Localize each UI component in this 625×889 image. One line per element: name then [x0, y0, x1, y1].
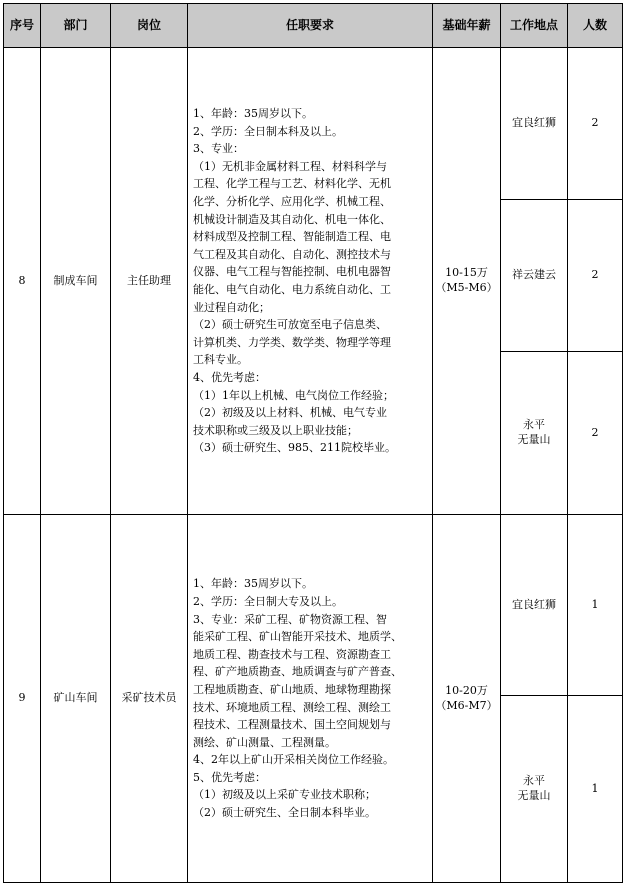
requirement-line: 气工程及其自动化、自动化、测控技术与 — [193, 247, 391, 261]
cell-location — [501, 515, 568, 696]
requirement-line: 程、矿产地质勘查、地质调查与矿产普查、 — [193, 665, 402, 679]
requirement-line: （1）初级及以上采矿专业技术职称； — [193, 788, 376, 802]
salary-line: 10-15万 — [445, 266, 488, 280]
requirement-line: 测绘、矿山测量、工程测量。 — [193, 735, 336, 749]
table-row — [4, 515, 623, 696]
requirement-line: （3）硕士研究生、985、211院校毕业。 — [193, 441, 396, 455]
requirement-line: 5、优先考虑： — [193, 770, 266, 784]
requirement-line: 4、2年以上矿山开采相关岗位工作经验。 — [193, 753, 394, 767]
cell-count: 2 — [568, 200, 623, 352]
requirement-line: （1）无机非金属材料工程、材料科学与 — [193, 159, 387, 173]
requirement-line: 业过程自动化； — [193, 300, 270, 314]
table-row — [4, 48, 623, 200]
requirement-line: （2）硕士研究生可放宽至电子信息类、 — [193, 318, 387, 332]
header-location: 工作地点 — [501, 4, 568, 48]
cell-dept: 矿山车间 — [41, 515, 111, 883]
requirement-line: 工程地质勘查、矿山地质、地球物理勘探 — [193, 682, 391, 696]
requirement-line: 机械设计制造及其自动化、机电一体化、 — [193, 212, 391, 226]
requirement-line: 技术、环境地质工程、测绘工程、测绘工 — [193, 700, 391, 714]
header-row — [4, 4, 623, 48]
cell-location — [501, 200, 568, 352]
cell-location — [501, 352, 568, 515]
location-line: 无量山 — [517, 789, 551, 802]
cell-post: 主任助理 — [111, 48, 188, 515]
header-dept: 部门 — [41, 4, 111, 48]
location-line: 永平 — [523, 774, 545, 788]
header-count: 人数 — [568, 4, 623, 48]
header-salary: 基础年薪 — [433, 4, 501, 48]
requirement-line: 1、年龄：35周岁以下。 — [193, 577, 313, 591]
cell-seq: 9 — [4, 515, 41, 883]
requirement-line: 技术职称或三级及以上职业技能； — [193, 423, 358, 437]
location-line: 永平 — [523, 418, 545, 432]
cell-count: 1 — [568, 696, 623, 883]
header-post: 岗位 — [111, 4, 188, 48]
recruitment-table — [3, 3, 623, 883]
requirement-line: 2、学历：全日制大专及以上。 — [193, 594, 343, 608]
requirement-line: 仪器、电气工程与智能控制、电机电器智 — [193, 265, 391, 279]
salary-line: （M6-M7） — [435, 698, 498, 712]
requirement-line: 1、年龄：35周岁以下。 — [193, 107, 313, 121]
requirement-line: 能化、电气自动化、电力系统自动化、工 — [193, 283, 391, 296]
requirement-line: 工程、化学工程与工艺、材料化学、无机 — [193, 177, 391, 191]
requirement-line: （2）初级及以上材料、机械、电气专业 — [193, 406, 387, 420]
cell-count: 2 — [568, 48, 623, 200]
requirement-line: 4、优先考虑： — [193, 370, 266, 384]
cell-location — [501, 696, 568, 883]
cell-salary — [433, 515, 501, 883]
requirement-line: 3、专业： — [193, 142, 244, 156]
requirement-line: 工科专业。 — [193, 353, 248, 367]
requirement-line: （1）1年以上机械、电气岗位工作经验； — [193, 388, 394, 402]
cell-count: 1 — [568, 515, 623, 696]
requirement-line: （2）硕士研究生、全日制本科毕业。 — [193, 806, 376, 820]
header-seq: 序号 — [4, 4, 41, 48]
header-requirements: 任职要求 — [188, 4, 433, 48]
cell-seq: 8 — [4, 48, 41, 515]
cell-requirements — [188, 515, 433, 883]
cell-requirements — [188, 48, 433, 515]
requirement-line: 3、专业：采矿工程、矿物资源工程、智 — [193, 612, 387, 626]
location-line: 宜良红狮 — [512, 597, 556, 611]
requirement-line: 能采矿工程、矿山智能开采技术、地质学、 — [193, 630, 402, 644]
location-line: 无量山 — [517, 433, 551, 446]
cell-salary — [433, 48, 501, 515]
location-line: 宜良红狮 — [512, 116, 556, 130]
cell-dept: 制成车间 — [41, 48, 111, 515]
requirement-line: 程技术、工程测量技术、国土空间规划与 — [193, 718, 391, 732]
salary-line: 10-20万 — [445, 683, 488, 697]
cell-location — [501, 48, 568, 200]
requirement-line: 地质工程、勘查技术与工程、资源勘查工 — [193, 647, 391, 661]
requirement-line: 2、学历：全日制本科及以上。 — [193, 124, 343, 138]
cell-count: 2 — [568, 352, 623, 515]
salary-line: （M5-M6） — [435, 281, 498, 294]
requirement-line: 化学、分析化学、应用化学、机械工程、 — [193, 195, 391, 209]
location-line: 祥云建云 — [512, 268, 556, 282]
requirement-line: 计算机类、力学类、数学类、物理学等理 — [193, 335, 391, 349]
cell-post: 采矿技术员 — [111, 515, 188, 883]
requirement-line: 材料成型及控制工程、智能制造工程、电 — [193, 230, 391, 244]
